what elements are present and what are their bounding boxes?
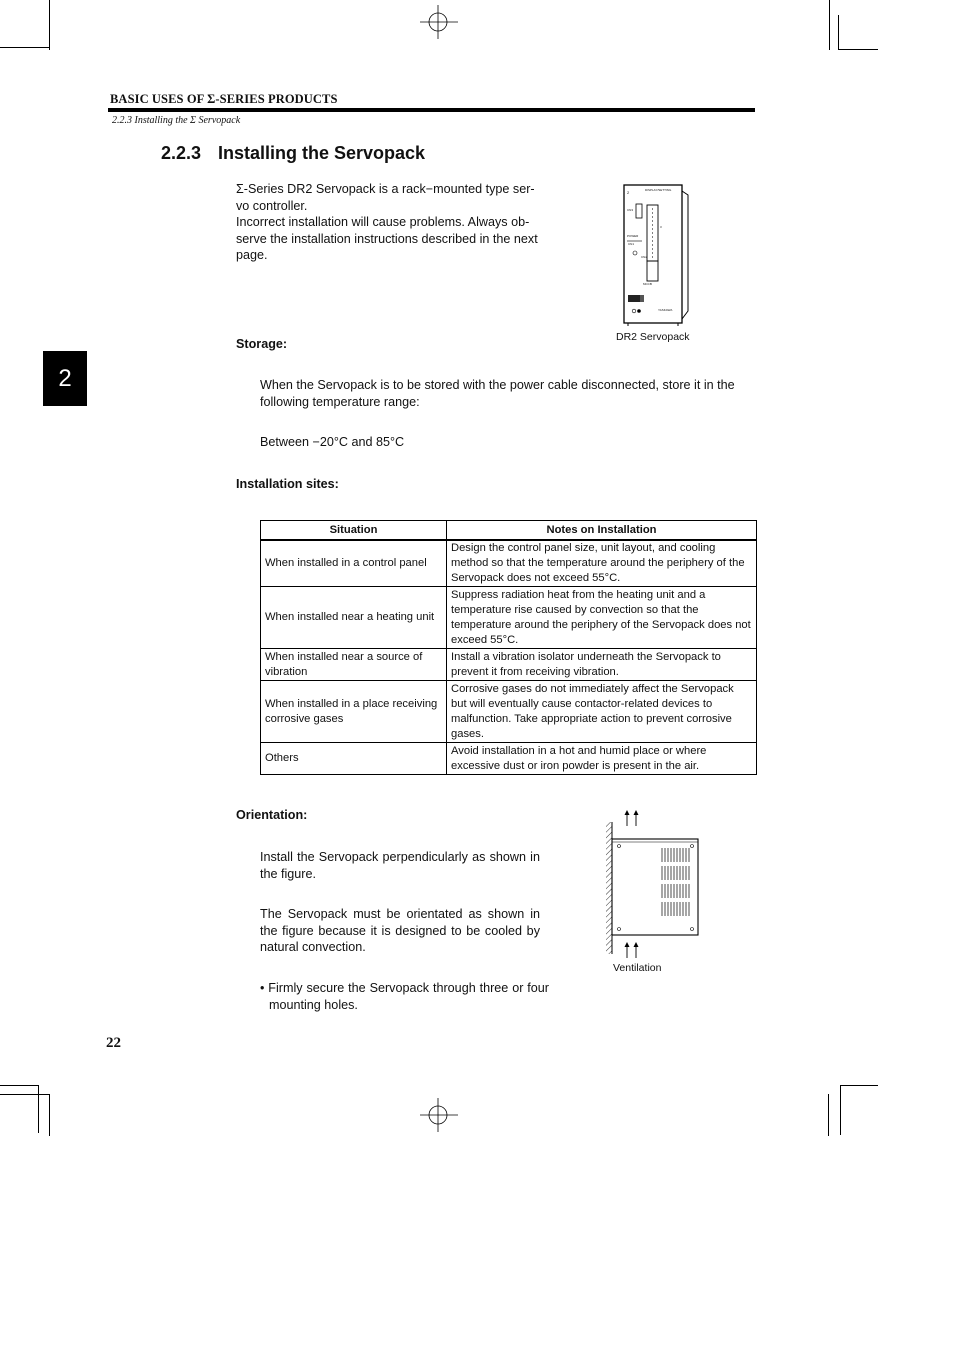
servopack-label: CN2 <box>641 255 648 259</box>
installation-sites-table <box>260 520 757 775</box>
crop-mark <box>840 1085 878 1086</box>
table-row <box>261 681 757 743</box>
intro-line-2: Incorrect installation will cause problems. Always ob-serve the installation instructions described in the next page. <box>236 215 538 262</box>
notes-cell: Avoid installation in a hot and humid place or where excessive dust or iron powder is present in the air. <box>447 743 757 775</box>
intro-line-1: Σ-Series DR2 Servopack is a rack−mounted type ser-vo controller. <box>236 182 535 213</box>
section-title <box>161 143 425 164</box>
notes-cell: Install a vibration isolator underneath the Servopack to prevent it from receiving vibration. <box>447 649 757 681</box>
table-row <box>261 587 757 649</box>
crop-mark <box>0 47 50 48</box>
orientation-heading: Orientation: <box>236 808 308 822</box>
crop-mark <box>840 1085 841 1135</box>
header-rule <box>108 108 755 112</box>
table-header-row <box>261 521 757 541</box>
mounting-bullet: • Firmly secure the Servopack through three or four mounting holes. <box>260 981 549 1012</box>
crop-mark <box>38 1085 39 1133</box>
ventilation-figure <box>598 806 706 958</box>
column-header-situation: Situation <box>261 521 447 541</box>
section-number: 2.2.3 <box>161 143 202 163</box>
storage-text: When the Servopack is to be stored with the power cable disconnected, store it in the following temperature range: <box>260 378 735 409</box>
situation-cell: Others <box>261 743 447 775</box>
crop-mark <box>838 15 839 50</box>
crop-mark <box>828 1094 829 1136</box>
crop-mark <box>49 1094 50 1136</box>
orientation-text-1: Install the Servopack perpendicularly as shown in the figure. <box>260 850 540 881</box>
section-title-text: Installing the Servopack <box>218 143 426 163</box>
column-header-notes: Notes on Installation <box>447 521 757 541</box>
orientation-text-2: The Servopack must be orientated as shown in the figure because it is designed to be cooled by natural convection. <box>260 907 540 954</box>
crop-mark <box>838 49 878 50</box>
table-row <box>261 649 757 681</box>
servopack-label: MCCB <box>643 282 652 286</box>
chapter-tab: 2 <box>43 351 87 406</box>
crop-mark <box>49 0 50 50</box>
situation-cell: When installed in a place receiving corrosive gases <box>261 681 447 743</box>
crop-mark <box>829 0 830 50</box>
servopack-label: CN1 <box>628 242 635 246</box>
notes-cell: Suppress radiation heat from the heating unit and a temperature rise caused by convection so that the temperature around the periphery of the Servopack does not exceed 55°C. <box>447 587 757 649</box>
ventilation-caption: Ventilation <box>613 962 662 974</box>
situation-cell: When installed near a source of vibration <box>261 649 447 681</box>
servopack-label: DISPLAY/SETTING <box>645 188 672 192</box>
registration-mark <box>420 1098 460 1132</box>
servopack-caption: DR2 Servopack <box>616 331 690 343</box>
notes-cell: Corrosive gases do not immediately affect the Servopack but will eventually cause contactor-related devices to malfunction. Take appropriate action to prevent corrosive gases. <box>447 681 757 743</box>
breadcrumb: 2.2.3 Installing the Σ Servopack <box>112 115 241 126</box>
servopack-label: 2 <box>627 190 630 195</box>
crop-mark <box>0 1094 50 1095</box>
storage-range: Between −20°C and 85°C <box>260 435 405 449</box>
servopack-label: YASKAWA <box>658 308 673 312</box>
servopack-label: CN3 <box>627 208 634 212</box>
situation-cell: When installed near a heating unit <box>261 587 447 649</box>
servopack-label: POWER <box>627 234 639 238</box>
crop-mark <box>0 1085 38 1086</box>
servopack-label: 3 <box>660 225 662 229</box>
storage-heading: Storage: <box>236 337 288 351</box>
installation-sites-heading: Installation sites: <box>236 477 339 491</box>
notes-cell: Design the control panel size, unit layout, and cooling method so that the temperature around the periphery of the Servopack does not exceed 55°C. <box>447 540 757 587</box>
intro-text <box>236 181 541 264</box>
page-number: 22 <box>106 1035 121 1051</box>
servopack-figure <box>620 183 690 328</box>
running-head: BASIC USES OF Σ-SERIES PRODUCTS <box>110 92 338 106</box>
table-row <box>261 743 757 775</box>
situation-cell: When installed in a control panel <box>261 540 447 587</box>
table-row <box>261 540 757 587</box>
registration-mark <box>420 5 460 39</box>
